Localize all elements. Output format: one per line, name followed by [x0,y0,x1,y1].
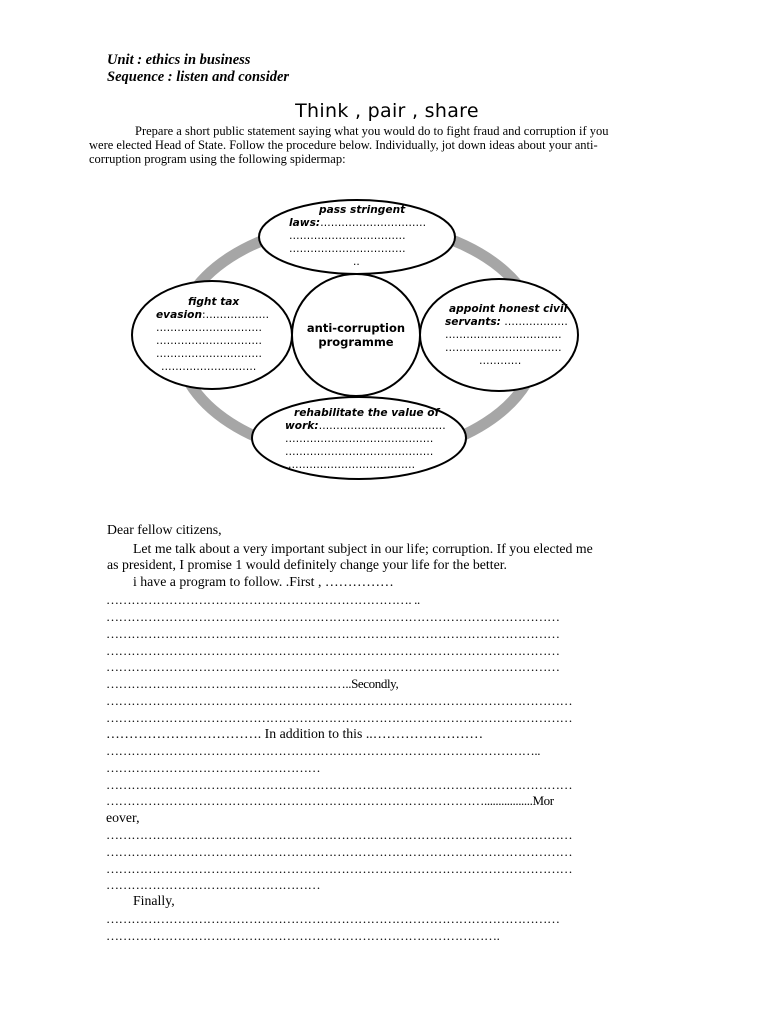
writing-line-moreover: ……………………………………………………………………………….................Mor [106,793,554,808]
letter-program-line: i have a program to follow. .First , …………… [133,574,394,589]
writing-line: ……………………………………………………………………………………………… [106,626,560,641]
writing-line: ………………………………………………………………………………………………… [106,844,573,859]
spidermap-bottom-text: rehabilitate the value of work:……………………………… …………………………………… …………………………………… ……………………………… [285,407,446,471]
letter-greeting: Dear fellow citizens, [107,522,222,537]
top-node-label: pass stringent [319,204,406,216]
writing-line: …………………………………………………………………………………. [106,928,500,943]
spidermap-center-label: anti-corruption programme [306,321,406,349]
writing-line: ………………………………………………………………………………………………… [106,777,573,792]
writing-line: ……………………………………………………………………………………………… [106,643,560,658]
spidermap-top-text: pass stringent laws:………………………… …………………………… …………………………… .. [289,204,427,268]
unit-heading: Unit : ethics in business [107,52,251,68]
writing-line-moreover-end: eover, [106,810,140,825]
letter-finally: Finally, [133,893,175,908]
writing-line-secondly: …………………………………………………..Secondly, [106,676,399,691]
sequence-heading: Sequence : listen and consider [107,69,290,85]
writing-line: ………………………………………………………………………………………….. [106,743,541,758]
writing-line: ………………………………………………………………. .. [106,592,420,607]
writing-line-in-addition: ……………………………. In addition to this ..…………………… [106,726,484,741]
writing-line: ……………………………………………………………………………………………… [106,609,560,624]
writing-line: …………………………………………… [106,760,321,775]
writing-line: ……………………………………………………………………………………………… [106,911,560,926]
instruction-line-1: Prepare a short public statement saying what you would do to fight fraud and corruption if you [135,124,609,138]
page-title: Think , pair , share [295,100,479,122]
bottom-node-label: rehabilitate the value of [294,407,440,419]
right-node-label: appoint honest civil [449,303,568,315]
writing-line: ………………………………………………………………………………………………… [106,861,573,876]
writing-line: ………………………………………………………………………………………………… [106,710,573,725]
instruction-line-2: were elected Head of State. Follow the procedure below. Individually, jot down ideas about your anti- [89,138,598,152]
spidermap-left-text: fight tax evasion:……………… ………………………… ………………………… ………………………… ……………………… [156,296,270,373]
writing-line: ……………………………………………………………………………………………… [106,659,560,674]
letter-intro-line-2: as president, I promise 1 would definitely change your life for the better. [107,557,507,572]
writing-line: ………………………………………………………………………………………………… [106,693,573,708]
writing-line: …………………………………………… [106,877,321,892]
writing-line: ………………………………………………………………………………………………… [106,827,573,842]
spidermap-right-text: appoint honest civil servants: ……………… …………………………… …………………………… ………… [445,303,568,367]
letter-intro-line-1: Let me talk about a very important subject in our life; corruption. If you elected me [133,541,593,556]
left-node-label: fight tax [188,296,240,308]
instruction-line-3: corruption program using the following spidermap: [89,152,346,166]
